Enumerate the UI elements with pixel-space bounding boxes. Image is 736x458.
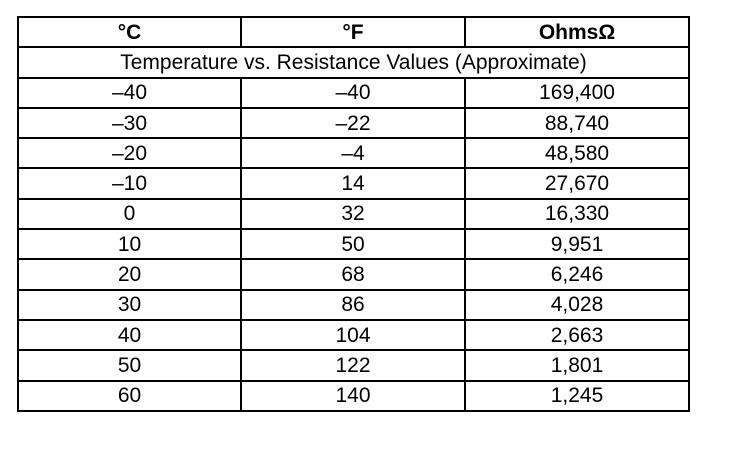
celsius-cell: 60 [18,381,241,411]
fahrenheit-cell: –40 [241,78,465,108]
table-row [18,199,689,229]
table-row [18,108,689,138]
ohms-cell: 27,670 [465,168,689,198]
fahrenheit-cell: 14 [241,168,465,198]
table-row [18,259,689,289]
ohms-cell: 2,663 [465,320,689,350]
celsius-cell: 10 [18,229,241,259]
ohms-cell: 88,740 [465,108,689,138]
celsius-cell: –20 [18,138,241,168]
fahrenheit-cell: 32 [241,199,465,229]
celsius-cell: –10 [18,168,241,198]
caption-row [18,47,689,77]
ohms-cell: 48,580 [465,138,689,168]
fahrenheit-cell: –22 [241,108,465,138]
fahrenheit-header: °F [241,17,465,47]
ohms-cell: 1,245 [465,381,689,411]
fahrenheit-cell: 140 [241,381,465,411]
ohms-cell: 16,330 [465,199,689,229]
celsius-cell: 0 [18,199,241,229]
table-row [18,138,689,168]
ohms-cell: 1,801 [465,350,689,380]
table-body [18,78,689,411]
table-caption: Temperature vs. Resistance Values (Approximate) [18,47,689,77]
table-row [18,290,689,320]
ohms-header: OhmsΩ [465,17,689,47]
header-row [18,17,689,47]
celsius-cell: –30 [18,108,241,138]
fahrenheit-cell: 68 [241,259,465,289]
fahrenheit-cell: 122 [241,350,465,380]
fahrenheit-cell: 50 [241,229,465,259]
ohms-cell: 169,400 [465,78,689,108]
ohms-cell: 4,028 [465,290,689,320]
table-row [18,320,689,350]
fahrenheit-cell: 86 [241,290,465,320]
ohms-cell: 9,951 [465,229,689,259]
celsius-cell: 20 [18,259,241,289]
celsius-header: °C [18,17,241,47]
temperature-resistance-table [17,16,690,412]
table-row [18,350,689,380]
celsius-cell: –40 [18,78,241,108]
table-row [18,381,689,411]
celsius-cell: 30 [18,290,241,320]
table-row [18,229,689,259]
fahrenheit-cell: 104 [241,320,465,350]
table-row [18,78,689,108]
table-row [18,168,689,198]
fahrenheit-cell: –4 [241,138,465,168]
ohms-cell: 6,246 [465,259,689,289]
celsius-cell: 40 [18,320,241,350]
celsius-cell: 50 [18,350,241,380]
